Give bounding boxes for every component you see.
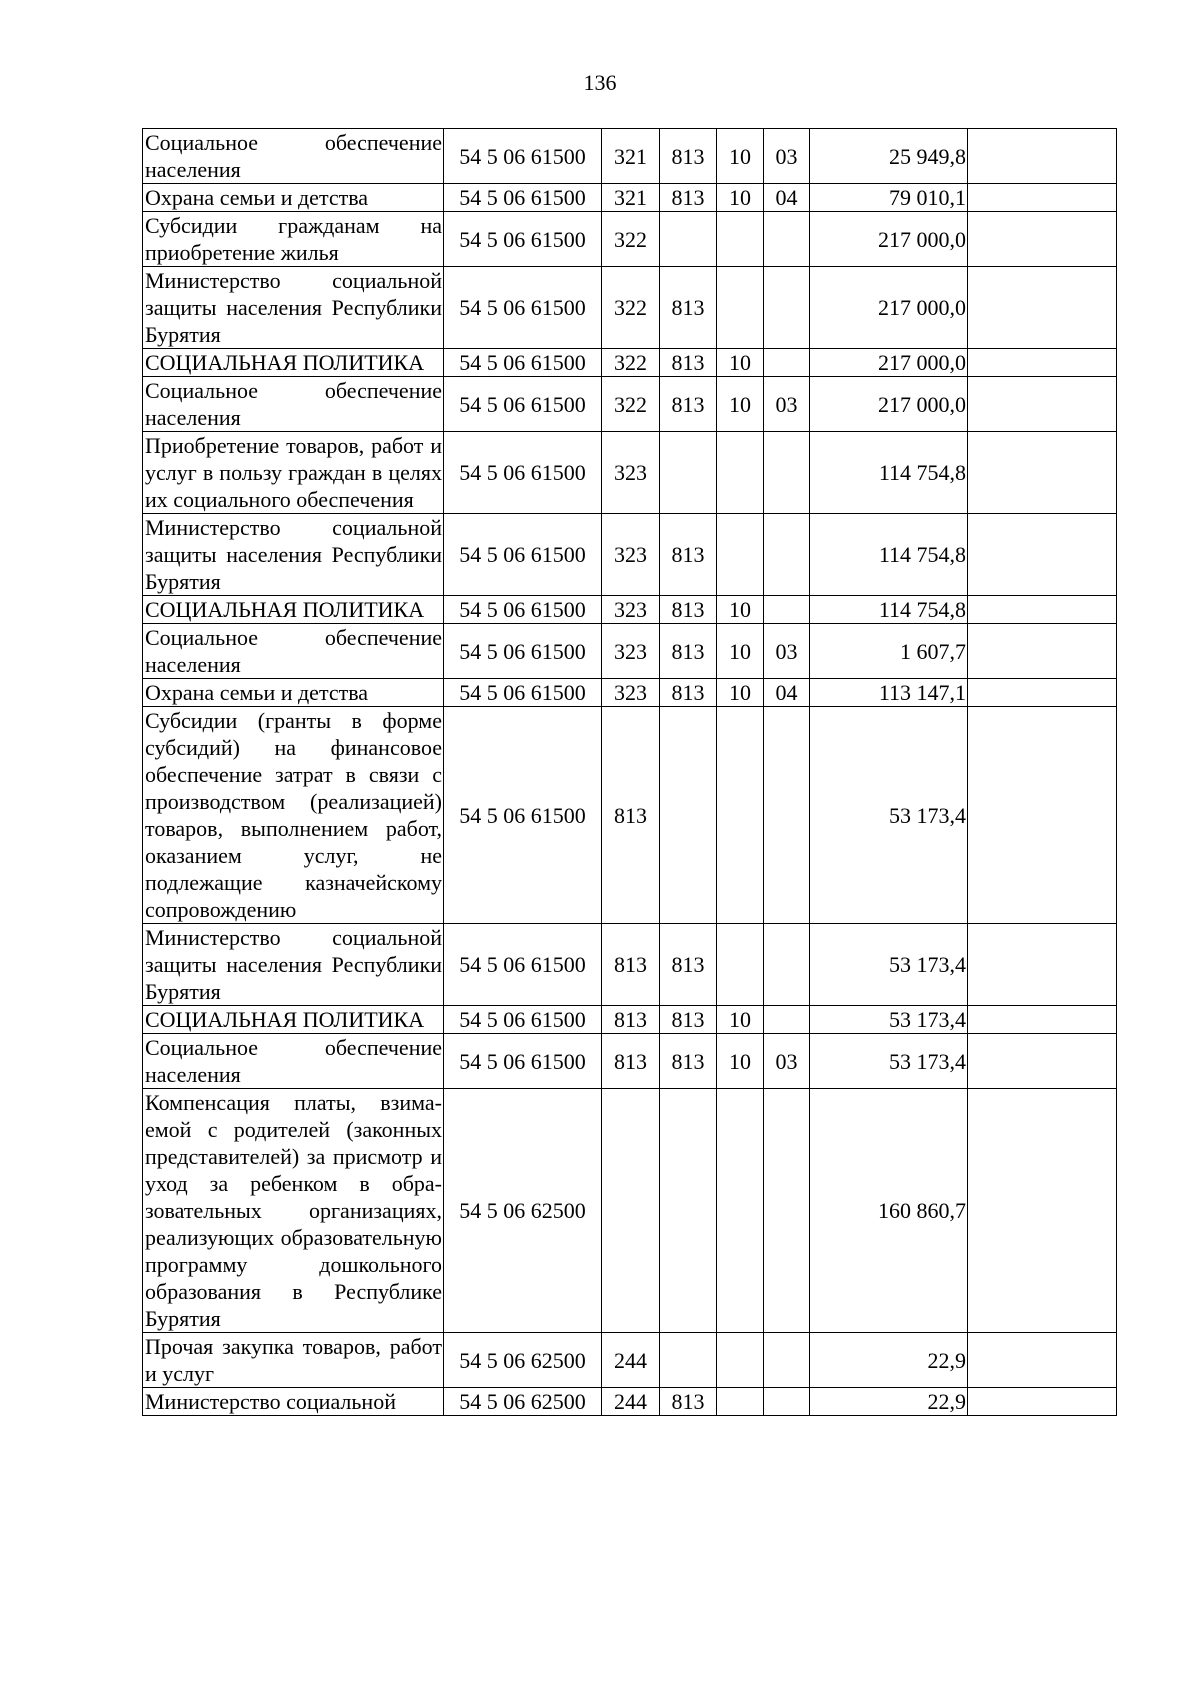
cell-extra (968, 707, 1117, 924)
table-row (143, 679, 1117, 707)
cell-ministry-code: 813 (660, 924, 717, 1006)
cell-target-article: 54 5 06 61500 (444, 1006, 602, 1034)
cell-amount: 25 949,8 (810, 129, 968, 184)
cell-target-article: 54 5 06 61500 (444, 184, 602, 212)
cell-subsection (764, 924, 810, 1006)
cell-subsection (764, 1333, 810, 1388)
table-row (143, 624, 1117, 679)
cell-ministry-code: 813 (660, 514, 717, 596)
cell-subsection: 03 (764, 129, 810, 184)
cell-section (717, 1333, 764, 1388)
table-row (143, 1388, 1117, 1416)
cell-amount: 114 754,8 (810, 514, 968, 596)
cell-subsection: 04 (764, 184, 810, 212)
cell-expense-type: 323 (602, 596, 660, 624)
table-row (143, 1089, 1117, 1333)
table-row (143, 1333, 1117, 1388)
cell-ministry-code (660, 212, 717, 267)
cell-name: Социальное обеспечение населения (143, 129, 444, 184)
cell-name: Министерство социальной защиты населения Республики Бурятия (143, 514, 444, 596)
cell-extra (968, 514, 1117, 596)
cell-expense-type: 323 (602, 432, 660, 514)
cell-ministry-code: 813 (660, 1388, 717, 1416)
cell-expense-type: 813 (602, 924, 660, 1006)
cell-ministry-code: 813 (660, 377, 717, 432)
cell-extra (968, 624, 1117, 679)
cell-extra (968, 596, 1117, 624)
cell-section: 10 (717, 624, 764, 679)
table-row (143, 267, 1117, 349)
cell-expense-type: 813 (602, 1006, 660, 1034)
cell-target-article: 54 5 06 61500 (444, 432, 602, 514)
cell-expense-type: 322 (602, 349, 660, 377)
cell-name: Министерство социальной защиты населения Республики Бурятия (143, 267, 444, 349)
cell-amount: 53 173,4 (810, 707, 968, 924)
cell-section (717, 1089, 764, 1333)
cell-subsection (764, 349, 810, 377)
cell-subsection (764, 432, 810, 514)
cell-subsection (764, 212, 810, 267)
cell-subsection (764, 596, 810, 624)
cell-subsection (764, 514, 810, 596)
cell-section: 10 (717, 129, 764, 184)
cell-amount: 114 754,8 (810, 596, 968, 624)
cell-name: Социальное обеспечение населения (143, 377, 444, 432)
cell-section: 10 (717, 1034, 764, 1089)
cell-amount: 217 000,0 (810, 212, 968, 267)
cell-extra (968, 377, 1117, 432)
cell-amount: 53 173,4 (810, 1006, 968, 1034)
cell-target-article: 54 5 06 61500 (444, 377, 602, 432)
cell-target-article: 54 5 06 61500 (444, 212, 602, 267)
cell-subsection: 03 (764, 1034, 810, 1089)
cell-target-article: 54 5 06 61500 (444, 924, 602, 1006)
cell-target-article: 54 5 06 62500 (444, 1333, 602, 1388)
cell-ministry-code (660, 707, 717, 924)
cell-subsection: 04 (764, 679, 810, 707)
cell-ministry-code: 813 (660, 1034, 717, 1089)
cell-section: 10 (717, 596, 764, 624)
cell-expense-type: 323 (602, 514, 660, 596)
cell-ministry-code: 813 (660, 349, 717, 377)
cell-target-article: 54 5 06 61500 (444, 707, 602, 924)
cell-amount: 217 000,0 (810, 267, 968, 349)
cell-amount: 53 173,4 (810, 924, 968, 1006)
cell-subsection (764, 1388, 810, 1416)
cell-subsection (764, 1006, 810, 1034)
cell-expense-type: 813 (602, 1034, 660, 1089)
cell-name: Социальное обеспечение населения (143, 624, 444, 679)
cell-amount: 53 173,4 (810, 1034, 968, 1089)
cell-target-article: 54 5 06 61500 (444, 349, 602, 377)
cell-section (717, 1388, 764, 1416)
cell-ministry-code: 813 (660, 184, 717, 212)
cell-amount: 1 607,7 (810, 624, 968, 679)
cell-extra (968, 267, 1117, 349)
cell-ministry-code (660, 1333, 717, 1388)
cell-section (717, 267, 764, 349)
cell-extra (968, 184, 1117, 212)
cell-amount: 22,9 (810, 1388, 968, 1416)
cell-amount: 113 147,1 (810, 679, 968, 707)
table-row (143, 1034, 1117, 1089)
cell-expense-type: 244 (602, 1333, 660, 1388)
cell-target-article: 54 5 06 61500 (444, 624, 602, 679)
cell-target-article: 54 5 06 62500 (444, 1089, 602, 1333)
cell-expense-type: 321 (602, 184, 660, 212)
cell-expense-type: 322 (602, 212, 660, 267)
cell-ministry-code: 813 (660, 267, 717, 349)
cell-extra (968, 212, 1117, 267)
cell-section: 10 (717, 349, 764, 377)
cell-name: Прочая закупка товаров, работ и услуг (143, 1333, 444, 1388)
table-row (143, 377, 1117, 432)
cell-name: Министерство социальной защиты населения Республики Бурятия (143, 924, 444, 1006)
table-row (143, 924, 1117, 1006)
cell-name: СОЦИАЛЬНАЯ ПОЛИТИКА (143, 596, 444, 624)
cell-target-article: 54 5 06 61500 (444, 514, 602, 596)
cell-target-article: 54 5 06 61500 (444, 1034, 602, 1089)
cell-extra (968, 1333, 1117, 1388)
cell-extra (968, 1034, 1117, 1089)
table-row (143, 514, 1117, 596)
cell-target-article: 54 5 06 61500 (444, 679, 602, 707)
cell-extra (968, 129, 1117, 184)
cell-expense-type: 322 (602, 377, 660, 432)
cell-name: Субсидии (гранты в форме субсидий) на финансовое обеспечение затрат в связи с производством (реализацией) товаров, выполнением работ, оказанием услуг, не подлежащие казначейскому сопровождению (143, 707, 444, 924)
cell-section (717, 212, 764, 267)
cell-extra (968, 349, 1117, 377)
cell-name: Охрана семьи и детства (143, 184, 444, 212)
cell-ministry-code: 813 (660, 129, 717, 184)
cell-amount: 114 754,8 (810, 432, 968, 514)
table-row (143, 129, 1117, 184)
table-row (143, 184, 1117, 212)
page-number: 136 (583, 70, 617, 95)
cell-subsection: 03 (764, 624, 810, 679)
cell-ministry-code: 813 (660, 1006, 717, 1034)
cell-section (717, 924, 764, 1006)
cell-expense-type: 321 (602, 129, 660, 184)
cell-subsection (764, 1089, 810, 1333)
cell-section: 10 (717, 679, 764, 707)
cell-extra (968, 1089, 1117, 1333)
cell-ministry-code (660, 1089, 717, 1333)
cell-amount: 160 860,7 (810, 1089, 968, 1333)
cell-amount: 217 000,0 (810, 349, 968, 377)
cell-subsection: 03 (764, 377, 810, 432)
cell-name: Социальное обеспечение населения (143, 1034, 444, 1089)
cell-section (717, 432, 764, 514)
cell-amount: 217 000,0 (810, 377, 968, 432)
cell-ministry-code (660, 432, 717, 514)
cell-name: Компенсация платы, взимаемой с родителей (законных представителей) за присмотр и уход за ребенком в образовательных организациях, реализующих образовательную программу дошкольного образования в Республике Бурятия (143, 1089, 444, 1333)
cell-section: 10 (717, 377, 764, 432)
table-row (143, 596, 1117, 624)
cell-target-article: 54 5 06 61500 (444, 267, 602, 349)
cell-target-article: 54 5 06 62500 (444, 1388, 602, 1416)
cell-name: СОЦИАЛЬНАЯ ПОЛИТИКА (143, 1006, 444, 1034)
cell-section: 10 (717, 184, 764, 212)
cell-target-article: 54 5 06 61500 (444, 129, 602, 184)
cell-amount: 22,9 (810, 1333, 968, 1388)
cell-extra (968, 432, 1117, 514)
cell-section: 10 (717, 1006, 764, 1034)
cell-name: Министерство социальной (143, 1388, 444, 1416)
cell-expense-type: 322 (602, 267, 660, 349)
budget-table (142, 128, 1117, 1416)
cell-expense-type (602, 1089, 660, 1333)
table-row (143, 1006, 1117, 1034)
budget-table-body (143, 129, 1117, 1416)
cell-ministry-code: 813 (660, 596, 717, 624)
table-row (143, 349, 1117, 377)
cell-section (717, 707, 764, 924)
cell-subsection (764, 267, 810, 349)
cell-extra (968, 1006, 1117, 1034)
cell-ministry-code: 813 (660, 679, 717, 707)
cell-target-article: 54 5 06 61500 (444, 596, 602, 624)
cell-extra (968, 1388, 1117, 1416)
cell-extra (968, 924, 1117, 1006)
cell-name: Субсидии гражданам на приобретение жилья (143, 212, 444, 267)
cell-subsection (764, 707, 810, 924)
cell-section (717, 514, 764, 596)
cell-ministry-code: 813 (660, 624, 717, 679)
cell-name: Приобретение товаров, работ и услуг в пользу граждан в целях их социального обеспечения (143, 432, 444, 514)
cell-expense-type: 323 (602, 679, 660, 707)
cell-expense-type: 323 (602, 624, 660, 679)
cell-expense-type: 813 (602, 707, 660, 924)
table-row (143, 212, 1117, 267)
cell-name: СОЦИАЛЬНАЯ ПОЛИТИКА (143, 349, 444, 377)
cell-expense-type: 244 (602, 1388, 660, 1416)
cell-extra (968, 679, 1117, 707)
table-row (143, 432, 1117, 514)
table-row (143, 707, 1117, 924)
cell-name: Охрана семьи и детства (143, 679, 444, 707)
cell-amount: 79 010,1 (810, 184, 968, 212)
